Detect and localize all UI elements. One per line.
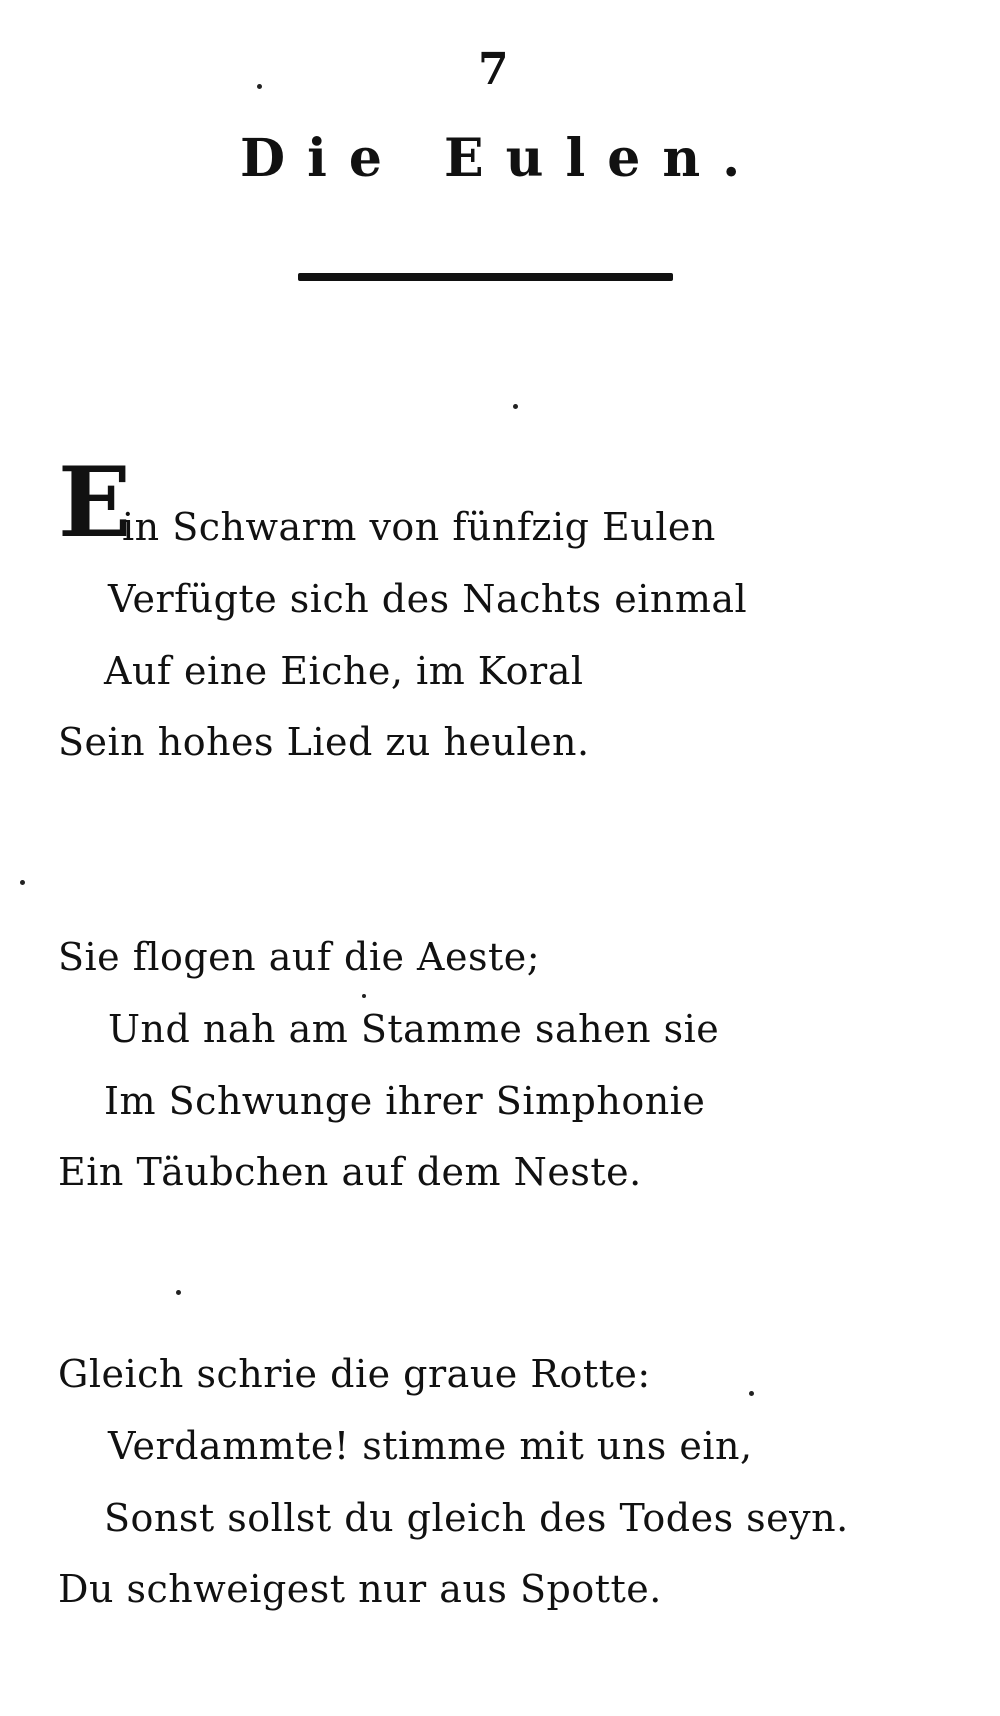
page-title: Die Eulen. xyxy=(240,128,763,189)
page-number: 7 xyxy=(478,44,509,95)
ink-speck xyxy=(176,1290,181,1295)
ink-speck xyxy=(20,880,25,885)
ink-speck xyxy=(749,1391,754,1396)
poem-line: Gleich schrie die graue Rotte: xyxy=(58,1352,651,1396)
ink-speck xyxy=(362,994,366,998)
poem-line: Du schweigest nur aus Spotte. xyxy=(58,1567,662,1611)
poem-line: Verdammte! stimme mit uns ein, xyxy=(108,1424,753,1468)
poem-line: Und nah am Stamme sahen sie xyxy=(108,1007,720,1051)
poem-line: Sie flogen auf die Aeste; xyxy=(58,935,541,979)
ink-speck xyxy=(513,404,518,409)
poem-line: Im Schwunge ihrer Simphonie xyxy=(104,1079,706,1123)
poem-line: Auf eine Eiche, im Koral xyxy=(104,649,584,693)
poem-line: in Schwarm von fünfzig Eulen xyxy=(122,505,716,549)
poem-line: Sonst sollst du gleich des Todes seyn. xyxy=(104,1496,849,1540)
poem-line: Sein hohes Lied zu heulen. xyxy=(58,720,590,764)
poem-line: Ein Täubchen auf dem Neste. xyxy=(58,1150,642,1194)
poem-line: Verfügte sich des Nachts einmal xyxy=(108,577,748,621)
title-rule xyxy=(298,273,673,281)
ink-speck xyxy=(257,84,262,89)
drop-cap: E xyxy=(58,446,132,559)
